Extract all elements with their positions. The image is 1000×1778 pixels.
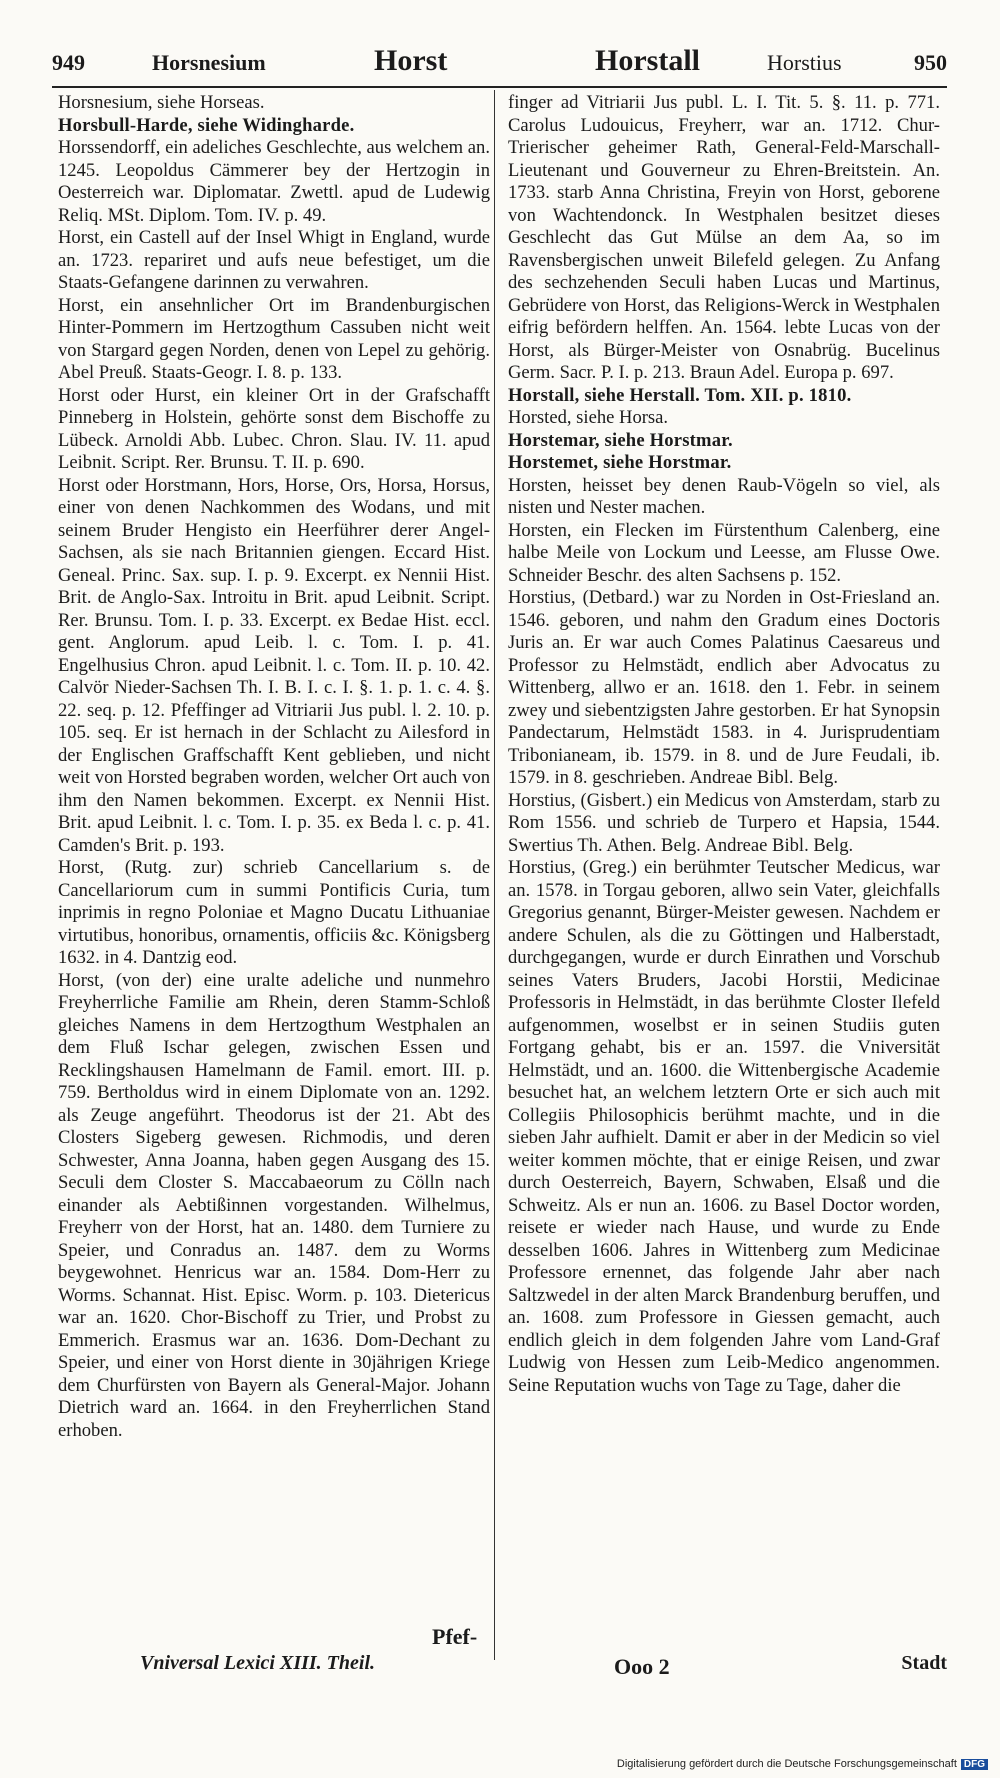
entry: Horstemar, siehe Horstmar. — [508, 429, 733, 451]
column-divider — [494, 90, 495, 1660]
entry: Horsted, siehe Horsa. — [508, 407, 669, 428]
dfg-logo-icon: DFG — [961, 1759, 988, 1770]
headword-3: Horstall — [595, 44, 700, 77]
credit-text: Digitalisierung gefördert durch die Deutsche Forschungsgemeinschaft — [616, 1758, 957, 1770]
entry: Horssendorff, ein adeliches Geschlechte, aus welchem an. 1245. Leopoldus Cämmerer bey der Hertzogin in Oesterreich war. Diplomatar. Zwettl. apud de Ludewig Reliq. MSt. Diplom. Tom. IV. p. 49. — [58, 137, 490, 226]
digitization-credit — [617, 1758, 988, 1770]
headword-1: Horsnesium — [152, 50, 266, 75]
page-number-right: 950 — [914, 50, 947, 75]
catchword-left: Pfef- — [432, 1624, 478, 1649]
page-footer — [52, 1624, 947, 1712]
entry: Horstall, siehe Herstall. Tom. XII. p. 1810. — [508, 384, 852, 406]
entry: Horst, ein Castell auf der Insel Whigt in England, wurde an. 1723. repariret und aufs neue befestiget, um die Staats-Gefangene darinnen zu verwahren. — [58, 227, 490, 293]
entry: Horst, ein ansehnlicher Ort im Brandenburgischen Hinter-Pommern im Hertzogthum Cassuben nicht weit von Stargard gegen Norden, denen von Lepel zu gehörig. Abel Preuß. Staats-Geogr. I. 8. p. 133. — [58, 294, 490, 383]
headword-2: Horst — [374, 44, 448, 77]
entry: Horst oder Hurst, ein kleiner Ort in der Grafschafft Pinneberg in Holstein, gehörte sonst dem Bischoffe zu Lübeck. Arnoldi Abb. Lubec. Chron. Slau. IV. 11. apud Leibnit. Script. Rer. Brunsu. T. II. p. 690. — [58, 384, 490, 473]
page-number-left: 949 — [52, 50, 85, 75]
catchword-right: Stadt — [901, 1652, 947, 1674]
entry: Horst, (von der) eine uralte adeliche und nunmehro Freyherrliche Familie am Rhein, deren Stamm-Schloß gleiches Namens in dem Hertzogthum Westphalen an dem Fluß Ischar gelegen, zwischen Essen und Recklingshausen Hamelmann de Famil. emort. III. p. 759. Bertholdus wird in einem Diplomate von an. 1292. als Zeuge angeführt. Theodorus ist der 21. Abt des Closters Sigeberg gewesen. Richmodis, und deren Schwester, Anna Joanna, haben gegen Ausgang des 15. Seculi dem Closter S. Maccabaeorum zu Cölln nach einander als Aebtißinnen vorgestanden. Wilhelmus, Freyherr von der Horst, hat an. 1480. dem Turniere zu Speier, und Conradus an. 1487. dem zu Worms beygewohnet. Henricus war an. 1584. Dom-Herr zu Worms. Schannat. Hist. Episc. Worm. p. 103. Dietericus war an. 1620. Chor-Bischoff zu Trier, und Probst zu Emmerich. Erasmus war an. 1636. Dom-Dechant zu Speier, und einer von Horst diente in 30jährigen Kriege dem Churfürsten von Bayern als General-Major. Johann Dietrich ward an. 1664. in den Freyherrlichen Stand erhoben. — [58, 969, 490, 1441]
entry: Horstemet, siehe Horstmar. — [508, 452, 732, 473]
entry: Horstius, (Detbard.) war zu Norden in Ost-Friesland an. 1546. geboren, und nahm den Gradum eines Doctoris Juris an. Er war auch Comes Palatinus Caesareus und Professor zu Helmstädt, endlich aber Advocatus zu Wittenberg, allwo er an. 1618. den 1. Febr. in seinem zwey und siebentzigsten Jahre gestorben. Er hat Synopsin Pandectarum, Helmstädt 1583. in 4. Jurisprudentiam Tribonianeam, ib. 1579. in 8. und de Jure Feudali, ib. 1579. in 8. geschrieben. Andreae Bibl. Belg. — [508, 587, 940, 788]
entry: Horsten, ein Flecken im Fürstenthum Calenberg, eine halbe Meile von Lockum und Leesse, am Flusse Owe. Schneider Beschr. des alten Sachsens p. 152. — [508, 519, 940, 586]
entry: Horsbull-Harde, siehe Widingharde. — [58, 114, 355, 136]
entry: Horstius, (Greg.) ein berühmter Teutscher Medicus, war an. 1578. in Torgau geboren, allwo sein Vater, gleichfalls Gregorius genannt, Bürger-Meister gewesen. Nachdem er andere Schulen, als die zu Göttingen und Halberstadt, durchgegangen, wurde er durch Einrathen und Vorschub seines Vaters Bruders, Jacobi Horstii, Medicinae Professoris in Helmstädt, in das berühmte Closter Ilefeld aufgenommen, woselbst er in seinen Studiis guten Fortgang gehabt, bis er an. 1597. die Vniversität Helmstädt, und an. 1600. die Wittenbergische Academie besuchet hat, an welchem letztern Orte er sich auch mit Collegiis Philosophicis berühmt machte, und in die sieben Jahr aufhielt. Damit er aber in der Medicin so viel weiter kommen möchte, that er einige Reisen, und zwar durch Oesterreich, Bayern, Schwaben, Elsaß und die Schweitz. Als er nun an. 1606. zu Basel Doctor worden, reisete er wieder nach Hause, und wurde zu Ende desselben 1606. Jahres in Wittenberg zum Medicinae Professore ernennet, das folgende Jahr aber nach Saltzwedel in der alten Marck Brandenburg beruffen, und an. 1608. zum Professore in Giessen gemacht, auch endlich gleich in dem folgenden Jahre vom Land-Graf Ludwig von Hessen zum Leib-Medico angenommen. Seine Reputation wuchs von Tage zu Tage, daher die — [508, 857, 940, 1396]
signature-line: Vniversal Lexici XIII. Theil. — [140, 1652, 375, 1674]
entry: Horstius, (Gisbert.) ein Medicus von Amsterdam, starb zu Rom 1556. und schrieb de Turpero et Hapsia, 1544. Swertius Th. Athen. Belg. Andreae Bibl. Belg. — [508, 789, 940, 856]
entry: Horsten, heisset bey denen Raub-Vögeln so viel, als nisten und Nester machen. — [508, 474, 940, 518]
entry: finger ad Vitriarii Jus publ. L. I. Tit. 5. §. 11. p. 771. Carolus Ludouicus, Freyherr, war an. 1712. Chur-Trierischer geheimer Rath, General-Feld-Marschall-Lieutenant und Gouverneur zu Ehren-Breitstein. An. 1733. starb Anna Christina, Freyin von Horst, geborene von Wachtendonck. In Westphalen besitzet dieses Geschlecht das Gut Mülse an dem Aa, so im Ravensbergischen unweit Bilefeld gelegen. Zu Anfang des sechzehenden Seculi haben Lucas und Martinus, Gebrüdere von Horst, das Religions-Werck in Westphalen eifrig befördern helffen. An. 1564. lebte Lucas von der Horst, als Bürger-Meister von Osnabrüg. Bucelinus Germ. Sacr. P. I. p. 213. Braun Adel. Europa p. 697. — [508, 92, 940, 383]
header-rule — [52, 86, 947, 88]
entry: Horst oder Horstmann, Hors, Horse, Ors, Horsa, Horsus, einer von denen Nachkommen des Wodans, und mit seinem Bruder Hengisto ein Heerführer derer Angel-Sachsen, als sie nach Britannien giengen. Eccard Hist. Geneal. Princ. Sax. sup. I. p. 9. Excerpt. ex Nennii Hist. Brit. de Anglo-Sax. Introitu in Brit. apud Leibnit. Script. Rer. Brunsu. Tom. I. p. 33. Excerpt. ex Bedae Hist. eccl. gent. Anglorum. apud Leib. l. c. Tom. I. p. 41. Engelhusius Chron. apud Leibnit. l. c. Tom. II. p. 10. 42. Calvör Nieder-Sachsen Th. I. B. I. c. I. §. 1. p. 1. c. 4. §. 22. seq. p. 12. Pfeffinger ad Vitriarii Jus publ. l. 2. 10. p. 105. seq. Er ist hernach in der Schlacht zu Ailesford in der Englischen Graffschafft Kent geblieben, und nicht weit von Horsted begraben worden, welcher Ort auch von ihm den Namen bekommen. Excerpt. ex Nennii Hist. Brit. apud Leibnit. l. c. Tom. I. p. 35. ex Beda l. c. p. 41. Camden's Brit. p. 193. — [58, 474, 490, 856]
headword-4: Horstius — [767, 50, 842, 75]
right-column — [508, 92, 940, 1397]
entry: Horsnesium, siehe Horseas. — [58, 92, 265, 113]
entry: Horst, (Rutg. zur) schrieb Cancellarium s. de Cancellariorum cum in summi Pontificis Curia, tum inprimis in regno Poloniae et Magno Ducatu Lithuaniae virtutibus, honoribus, ornamentis, officiis &c. Königsberg 1632. in 4. Dantzig eod. — [58, 857, 490, 968]
running-header — [52, 44, 947, 84]
sheet-mark: Ooo 2 — [614, 1654, 670, 1679]
left-column — [58, 92, 490, 1442]
